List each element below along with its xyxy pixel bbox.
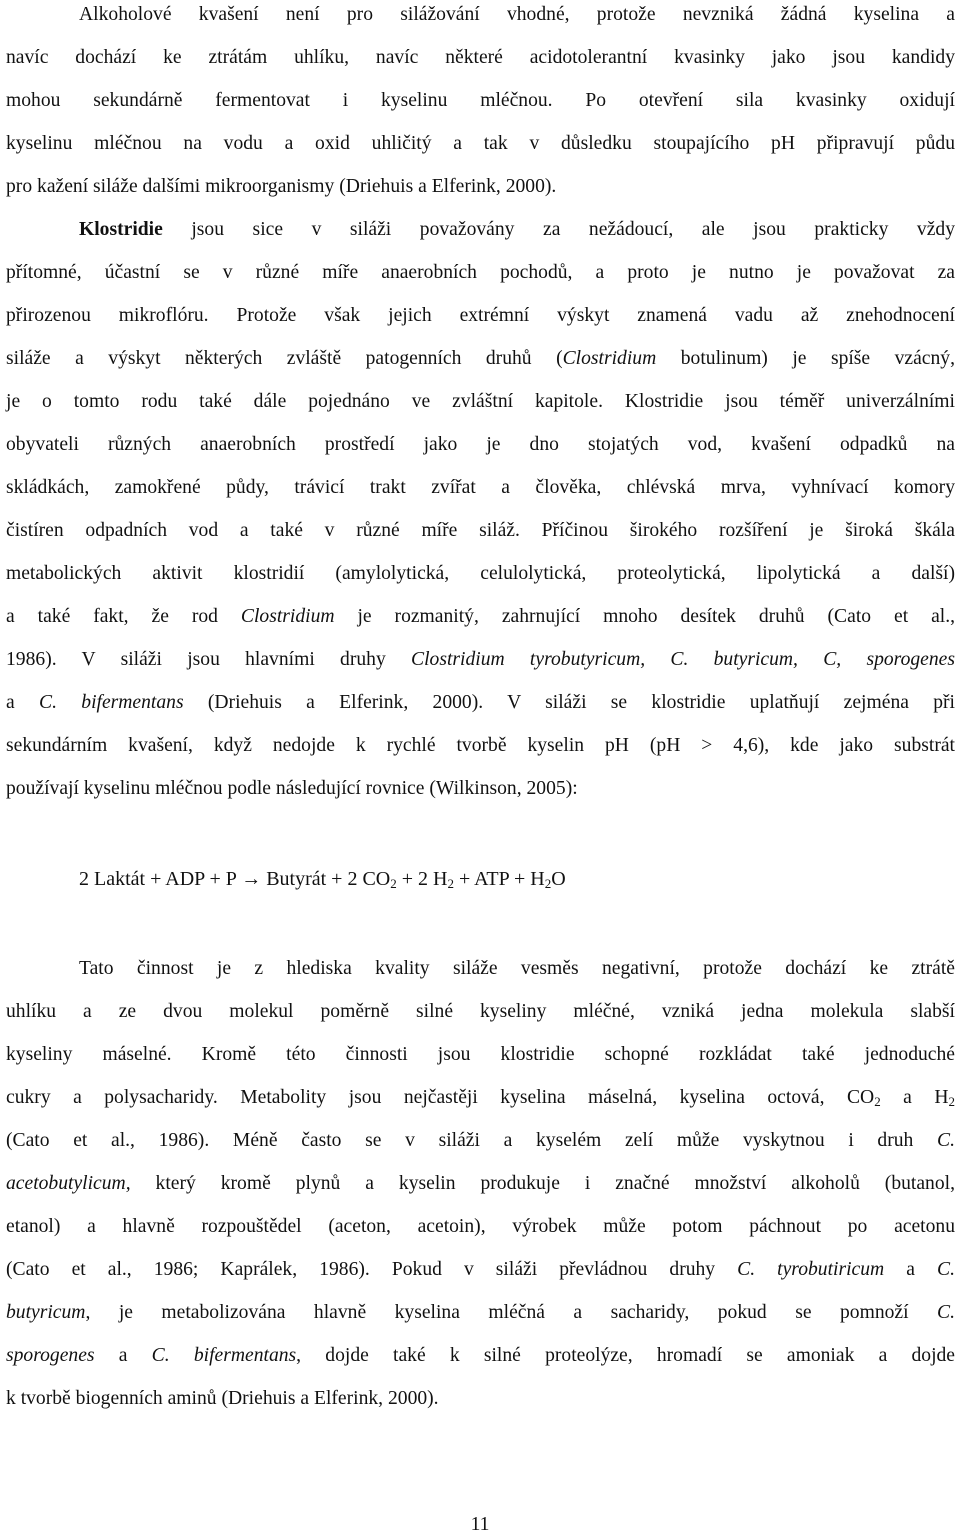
- text-line: a C. bifermentans (Driehuis a Elferink, 2000). V siláži se klostridie uplatňují zejména při: [6, 692, 955, 713]
- text-line: cukry a polysacharidy. Metabolity jsou nejčastěji kyselina máselná, kyselina octová, $CO_2$ a $H_2$: [6, 1087, 955, 1109]
- italic-term: sporogenes: [6, 1345, 95, 1366]
- page-number: 11: [470, 1514, 490, 1535]
- text-line: metabolických aktivit klostridií (amylolytická, celulolytická, proteolytická, lipolytická a další): [6, 563, 955, 584]
- text-line: (Cato et al., 1986; Kaprálek, 1986). Pokud v siláži převládnou druhy C. tyrobutiricum a C.: [6, 1259, 955, 1280]
- italic-term: C.: [39, 692, 57, 713]
- italic-term: Clostridium: [562, 348, 657, 369]
- italic-term: Clostridium: [240, 606, 335, 627]
- text-line: 1986). V siláži jsou hlavními druhy Clostridium tyrobutyricum, C. butyricum, C, sporogenes: [6, 649, 955, 670]
- text-line: etanol) a hlavně rozpouštědel (aceton, acetoin), výrobek může potom páchnout po acetonu: [6, 1216, 955, 1237]
- text-line: přítomné, účastní se v různé míře anaerobních pochodů, a proto je nutno je považovat za: [6, 262, 955, 283]
- text-line: používají kyselinu mléčnou podle následující rovnice (Wilkinson, 2005):: [6, 778, 578, 799]
- text-line: navíc dochází ke ztrátám uhlíku, navíc některé acidotolerantní kvasinky jako jsou kandidy: [6, 47, 955, 68]
- text-line: Alkoholové kvašení není pro silážování vhodné, protože nevzniká žádná kyselina a: [79, 4, 955, 25]
- text-line: (Cato et al., 1986). Méně často se v siláži a kyselém zelí může vyskytnou i druh C.: [6, 1130, 955, 1151]
- text-line: uhlíku a ze dvou molekul poměrně silné kyseliny mléčné, vzniká jedna molekula slabší: [6, 1001, 955, 1022]
- italic-term: C.: [151, 1345, 170, 1366]
- italic-term: acetobutylicum,: [6, 1173, 131, 1194]
- text-line: kyselinu mléčnou na vodu a oxid uhličitý a tak v důsledku stoupajícího pH připravují půdu: [6, 133, 955, 154]
- text-line: čistíren odpadních vod a také v různé míře siláž. Příčinou širokého rozšíření je široká škála: [6, 520, 955, 541]
- text-line: Klostridie jsou sice v siláži považovány za nežádoucí, ale jsou prakticky vždy: [79, 219, 955, 240]
- text-line: siláže a výskyt některých zvláště patogenních druhů (Clostridium botulinum) je spíše vzácný,: [6, 348, 955, 369]
- text-line: k tvorbě biogenních aminů (Driehuis a Elferink, 2000).: [6, 1388, 439, 1409]
- text-line: a také fakt, že rod Clostridium je rozmanitý, zahrnující mnoho desítek druhů (Cato et al.,: [6, 606, 956, 627]
- italic-term: bifermentans: [81, 692, 184, 713]
- italic-term: butyricum: [6, 1302, 86, 1323]
- italic-term: C. tyrobutiricum: [737, 1259, 885, 1280]
- text-line: skládkách, zamokřené půdy, trávicí trakt zvířat a člověka, chlévská mrva, vyhnívací komory: [6, 477, 955, 498]
- text-line: acetobutylicum, který kromě plynů a kyselin produkuje i značné množství alkoholů (butanol,: [6, 1173, 955, 1194]
- text-line: je o tomto rodu také dále pojednáno ve zvláštní kapitole. Klostridie jsou téměř univerzálními: [6, 391, 955, 412]
- text-line: butyricum, je metabolizována hlavně kyselina mléčná a sacharidy, pokud se pomnoží C.: [6, 1302, 955, 1323]
- equation: 2 Laktát + ADP + P → Butyrát + 2 $CO_2 + 2$ $H_2$ + ATP + $H_2O$: [79, 868, 566, 891]
- text-line: kyseliny máselné. Kromě této činnosti jsou klostridie schopné rozkládat také jednoduché: [6, 1044, 955, 1065]
- text-line: mohou sekundárně fermentovat i kyselinu mléčnou. Po otevření sila kvasinky oxidují: [6, 90, 955, 111]
- bold-term: Klostridie: [79, 219, 163, 240]
- italic-term: C.: [937, 1130, 955, 1151]
- text-line: Tato činnost je z hlediska kvality siláže vesměs negativní, protože dochází ke ztrátě: [79, 958, 955, 979]
- text-line: přirozenou mikroflóru. Protože však jejich extrémní výskyt znamená vadu až znehodnocení: [6, 305, 955, 326]
- text-line: pro kažení siláže dalšími mikroorganismy (Driehuis a Elferink, 2000).: [6, 176, 557, 197]
- italic-term: Clostridium tyrobutyricum, C. butyricum, C, sporogenes: [411, 649, 955, 670]
- italic-term: bifermentans: [193, 1345, 297, 1366]
- text-line: sekundárním kvašení, když nedojde k rychlé tvorbě kyselin pH (pH > 4,6), kde jako substrát: [6, 735, 955, 756]
- text-line: sporogenes a C. bifermentans, dojde také k silné proteolýze, hromadí se amoniak a dojde: [6, 1345, 956, 1366]
- italic-term: C.: [937, 1259, 955, 1280]
- text-line: obyvateli různých anaerobních prostředí jako je dno stojatých vod, kvašení odpadků na: [6, 434, 955, 455]
- arrow-icon: →: [241, 868, 262, 890]
- italic-term: C.: [937, 1302, 955, 1323]
